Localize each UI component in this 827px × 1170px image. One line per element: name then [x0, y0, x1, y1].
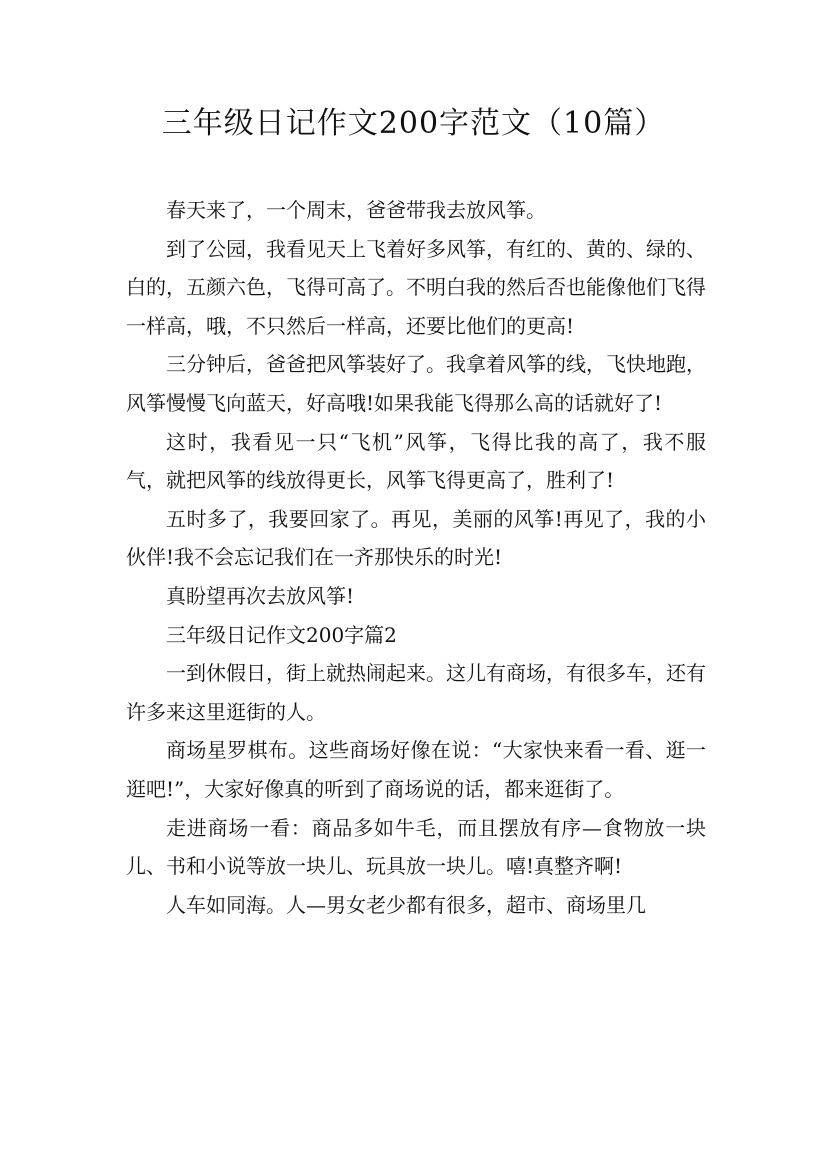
paragraph: 一到休假日，街上就热闹起来。这儿有商场，有很多车，还有许多来这里逛街的人。	[126, 661, 706, 724]
paragraph: 三分钟后，爸爸把风筝装好了。我拿着风筝的线，飞快地跑，风筝慢慢飞向蓝天，好高哦!如果我能飞得那么高的话就好了!	[126, 352, 706, 415]
paragraph: 走进商场一看：商品多如牛毛，而且摆放有序—食物放一块儿、书和小说等放一块儿、玩具放一块儿。嘻!真整齐啊!	[126, 815, 706, 879]
paragraph: 五时多了，我要回家了。再见，美丽的风筝!再见了，我的小伙伴!我不会忘记我们在一齐那快乐的时光!	[126, 506, 706, 570]
paragraph: 人车如同海。人—男女老少都有很多，超市、商场里几	[166, 892, 646, 917]
paragraph: 这时，我看见一只“飞机”风筝，飞得比我的高了，我不服气，就把风筝的线放得更长，风筝飞得更高了，胜利了!	[126, 429, 706, 493]
paragraph: 真盼望再次去放风筝!	[166, 583, 355, 608]
document-body	[126, 191, 706, 924]
section-heading: 三年级日记作文200字篇2	[166, 622, 397, 647]
paragraph: 商场星罗棋布。这些商场好像在说：“大家快来看一看、逛一逛吧!”，大家好像真的听到了商场说的话，都来逛街了。	[126, 738, 706, 801]
paragraph: 春天来了，一个周末，爸爸带我去放风筝。	[166, 198, 546, 222]
document-title: 三年级日记作文200字范文（10篇）	[161, 106, 666, 141]
paragraph: 到了公园，我看见天上飞着好多风筝，有红的、黄的、绿的、白的，五颜六色，飞得可高了。不明白我的然后否也能像他们飞得一样高，哦，不只然后一样高，还要比他们的更高!	[126, 236, 706, 338]
